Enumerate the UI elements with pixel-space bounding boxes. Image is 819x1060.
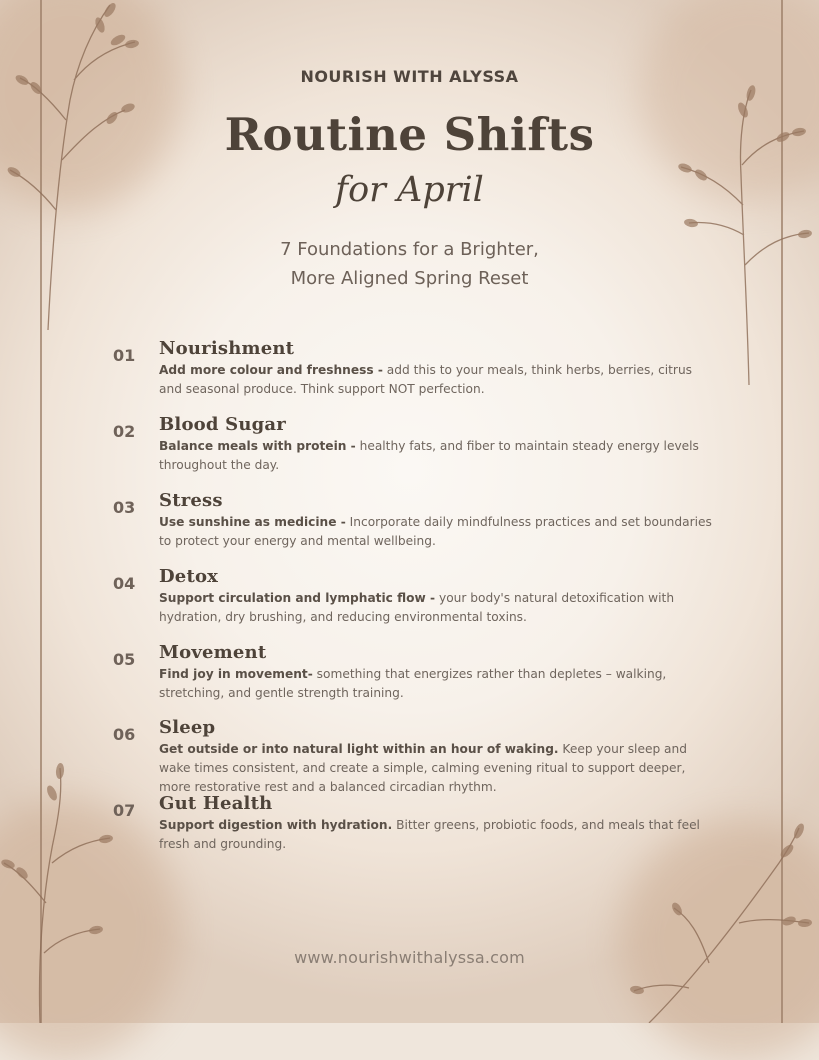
item-heading: Detox xyxy=(159,566,219,587)
item-lead: Support circulation and lymphatic flow - xyxy=(159,591,436,605)
item-description xyxy=(159,361,714,399)
item-heading: Movement xyxy=(159,642,267,663)
item-text: Incorporate daily mindfulness practices and set boundaries to protect your energy and mental wellbeing. xyxy=(159,515,712,548)
item-number: 03 xyxy=(113,498,136,517)
item-lead: Get outside or into natural light within an hour of waking. xyxy=(159,742,559,756)
item-number: 07 xyxy=(113,801,136,820)
item-number: 01 xyxy=(113,346,136,365)
item-description xyxy=(159,513,714,551)
item-text: something that energizes rather than depletes – walking, stretching, and gentle strength training. xyxy=(159,667,667,700)
item-description xyxy=(159,437,714,475)
botanical-sprig-bottom-left-icon xyxy=(0,763,120,1023)
website-url: www.nourishwithalyssa.com xyxy=(294,948,525,967)
page-title: Routine Shifts xyxy=(224,108,595,161)
page-subtitle: for April xyxy=(335,170,484,210)
item-description xyxy=(159,816,714,854)
item-number: 04 xyxy=(113,574,136,593)
item-description xyxy=(159,589,714,627)
item-lead: Support digestion with hydration. xyxy=(159,818,393,832)
item-text: add this to your meals, think herbs, berries, citrus and seasonal produce. Think support NOT perfection. xyxy=(159,363,693,396)
item-text: healthy fats, and fiber to maintain steady energy levels throughout the day. xyxy=(159,439,699,472)
item-lead: Add more colour and freshness - xyxy=(159,363,383,377)
item-number: 02 xyxy=(113,422,136,441)
item-lead: Use sunshine as medicine - xyxy=(159,515,346,529)
item-text: your body's natural detoxification with hydration, dry brushing, and reducing environmental toxins. xyxy=(159,591,675,624)
item-heading: Nourishment xyxy=(159,338,295,359)
brand-name: NOURISH WITH ALYSSA xyxy=(300,67,519,86)
item-description xyxy=(159,740,714,797)
item-heading: Sleep xyxy=(159,717,216,738)
item-lead: Balance meals with protein - xyxy=(159,439,356,453)
item-lead: Find joy in movement- xyxy=(159,667,313,681)
item-text: Keep your sleep and wake times consistent, and create a simple, calming evening ritual to support deeper, more restorative rest and a balanced circadian rhythm. xyxy=(159,742,687,794)
item-number: 05 xyxy=(113,650,136,669)
item-number: 06 xyxy=(113,725,136,744)
item-text: Bitter greens, probiotic foods, and meals that feel fresh and grounding. xyxy=(159,818,700,851)
tagline xyxy=(0,235,819,293)
tagline-line-2: More Aligned Spring Reset xyxy=(290,268,529,289)
item-heading: Stress xyxy=(159,490,223,511)
item-description xyxy=(159,665,714,703)
tagline-line-1: 7 Foundations for a Brighter, xyxy=(280,239,539,260)
item-heading: Gut Health xyxy=(159,793,273,814)
item-heading: Blood Sugar xyxy=(159,414,286,435)
